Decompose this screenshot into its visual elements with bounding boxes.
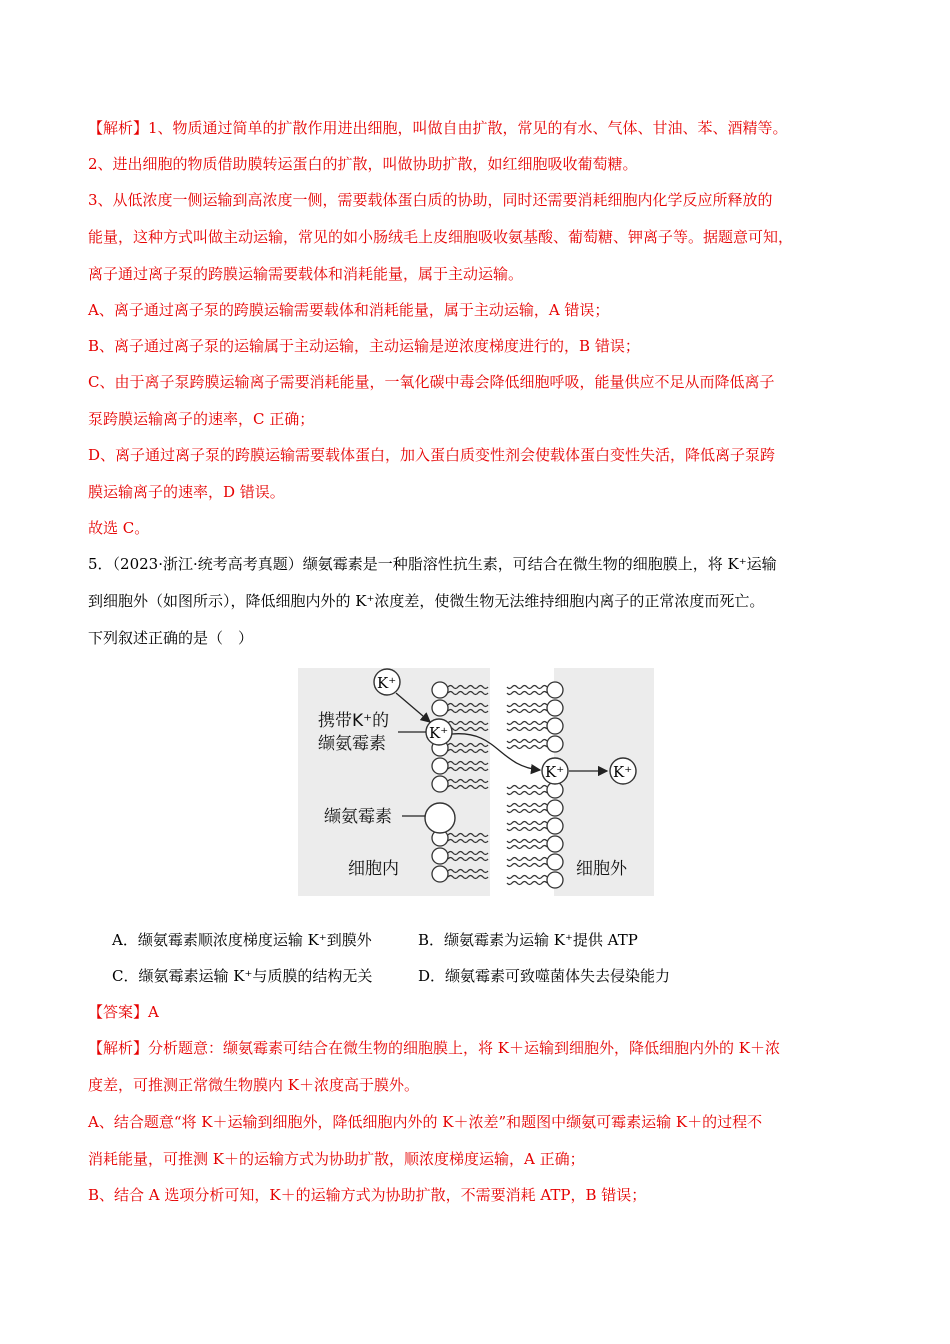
analysis-line-5: 离子通过离子泵的跨膜运输需要载体和消耗能量，属于主动运输。 (88, 265, 524, 283)
lipid-head (547, 682, 563, 698)
question-5-line-2: 到细胞外（如图所示），降低细胞内外的 K⁺浓度差，使微生物无法维持细胞内离子的正常浓度而死亡。 (88, 592, 765, 610)
lipid-head (432, 682, 448, 698)
lipid-tail (507, 740, 547, 743)
lipid-tail (507, 876, 547, 879)
option-d[interactable]: D．缬氨霉素可致噬菌体失去侵染能力 (418, 967, 671, 985)
lipid-tail (507, 722, 547, 725)
option-a[interactable]: A．缬氨霉素顺浓度梯度运输 K⁺到膜外 (112, 931, 372, 949)
lipid-tail (507, 804, 547, 807)
lipid-tail (507, 810, 547, 813)
lipid-tail (507, 882, 547, 885)
membrane-transport-figure (298, 668, 654, 896)
question-5-line-3: 下列叙述正确的是（ ） (88, 629, 254, 647)
analysis-line-3: 3、从低浓度一侧运输到高浓度一侧，需要载体蛋白质的协助，同时还需要消耗细胞内化学反应所释放的 (88, 191, 773, 209)
label-carrier-line-1: 携带K⁺的 (318, 711, 390, 731)
answer-analysis-line-3: A、结合题意“将 K＋运输到细胞外，降低细胞内外的 K＋浓差”和题图中缬氨可霉素运输 K＋的过程不 (88, 1113, 763, 1131)
analysis-line-1: 【解析】1、物质通过简单的扩散作用进出细胞，叫做自由扩散，常见的有水、气体、甘油、苯、酒精等。 (88, 119, 788, 137)
analysis-line-2: 2、进出细胞的物质借助膜转运蛋白的扩散，叫做协助扩散，如红细胞吸收葡萄糖。 (88, 155, 638, 173)
valinomycin-molecule (425, 803, 455, 833)
analysis-line-9: 泵跨膜运输离子的速率，C 正确； (88, 410, 315, 428)
lipid-tail (507, 858, 547, 861)
k-ion-label-2: K⁺ (429, 724, 449, 742)
analysis-line-8: C、由于离子泵跨膜运输离子需要消耗能量，一氧化碳中毒会降低细胞呼吸，能量供应不足从而降低离子 (88, 373, 775, 391)
option-b[interactable]: B．缬氨霉素为运输 K⁺提供 ATP (418, 931, 638, 949)
analysis-line-10: D、离子通过离子泵的跨膜运输需要载体蛋白，加入蛋白质变性剂会使载体蛋白变性失活，降低离子泵跨 (88, 446, 776, 464)
option-c[interactable]: C．缬氨霉素运输 K⁺与质膜的结构无关 (112, 967, 373, 985)
label-valinomycin: 缬氨霉素 (324, 807, 392, 827)
lipid-tail (507, 792, 547, 795)
label-carrier-line-2: 缬氨霉素 (318, 734, 386, 754)
lipid-head (432, 776, 448, 792)
lipid-tail (507, 846, 547, 849)
analysis-line-7: B、离子通过离子泵的运输属于主动运输，主动运输是逆浓度梯度进行的，B 错误； (88, 337, 640, 355)
lipid-tail (507, 786, 547, 789)
answer-analysis-line-4: 消耗能量，可推测 K＋的运输方式为协助扩散，顺浓度梯度运输，A 正确； (88, 1150, 585, 1168)
answer-line: 【答案】A (88, 1003, 159, 1021)
k-ion-label-3: K⁺ (545, 763, 565, 781)
k-ion-label-4: K⁺ (613, 763, 633, 781)
lipid-head (547, 718, 563, 734)
lipid-tail (507, 728, 547, 731)
lipid-tail (507, 686, 547, 689)
lipid-tail (507, 704, 547, 707)
lipid-head (547, 854, 563, 870)
k-ion-label-1: K⁺ (377, 674, 397, 692)
answer-analysis-line-2: 度差，可推测正常微生物膜内 K＋浓度高于膜外。 (88, 1076, 419, 1094)
lipid-head (547, 836, 563, 852)
lipid-tail (507, 710, 547, 713)
lipid-head (432, 758, 448, 774)
lipid-head (547, 800, 563, 816)
lipid-tail (507, 864, 547, 867)
lipid-tail (507, 746, 547, 749)
label-outside: 细胞外 (576, 859, 627, 879)
lipid-head (547, 872, 563, 888)
label-inside: 细胞内 (348, 859, 399, 879)
lipid-tail (507, 692, 547, 695)
lipid-tail (507, 840, 547, 843)
analysis-line-6: A、离子通过离子泵的跨膜运输需要载体和消耗能量，属于主动运输，A 错误； (88, 301, 610, 319)
analysis-line-4: 能量，这种方式叫做主动运输，常见的如小肠绒毛上皮细胞吸收氨基酸、葡萄糖、钾离子等。据题意可知， (88, 228, 794, 246)
answer-analysis-line-5: B、结合 A 选项分析可知，K＋的运输方式为协助扩散，不需要消耗 ATP，B 错误； (88, 1186, 647, 1204)
question-5-line-1: 5．（2023·浙江·统考高考真题）缬氨霉素是一种脂溶性抗生素，可结合在微生物的细胞膜上，将 K⁺运输 (88, 555, 777, 573)
lipid-tail (507, 828, 547, 831)
conclusion-line: 故选 C。 (88, 519, 150, 537)
lipid-tail (507, 822, 547, 825)
lipid-head (547, 818, 563, 834)
answer-analysis-line-1: 【解析】分析题意：缬氨霉素可结合在微生物的细胞膜上，将 K＋运输到细胞外，降低细胞内外的 K＋浓 (88, 1039, 780, 1057)
lipid-head (547, 736, 563, 752)
lipid-head (432, 866, 448, 882)
analysis-line-11: 膜运输离子的速率，D 错误。 (88, 483, 285, 501)
lipid-head (547, 700, 563, 716)
lipid-head (432, 700, 448, 716)
lipid-head (432, 848, 448, 864)
